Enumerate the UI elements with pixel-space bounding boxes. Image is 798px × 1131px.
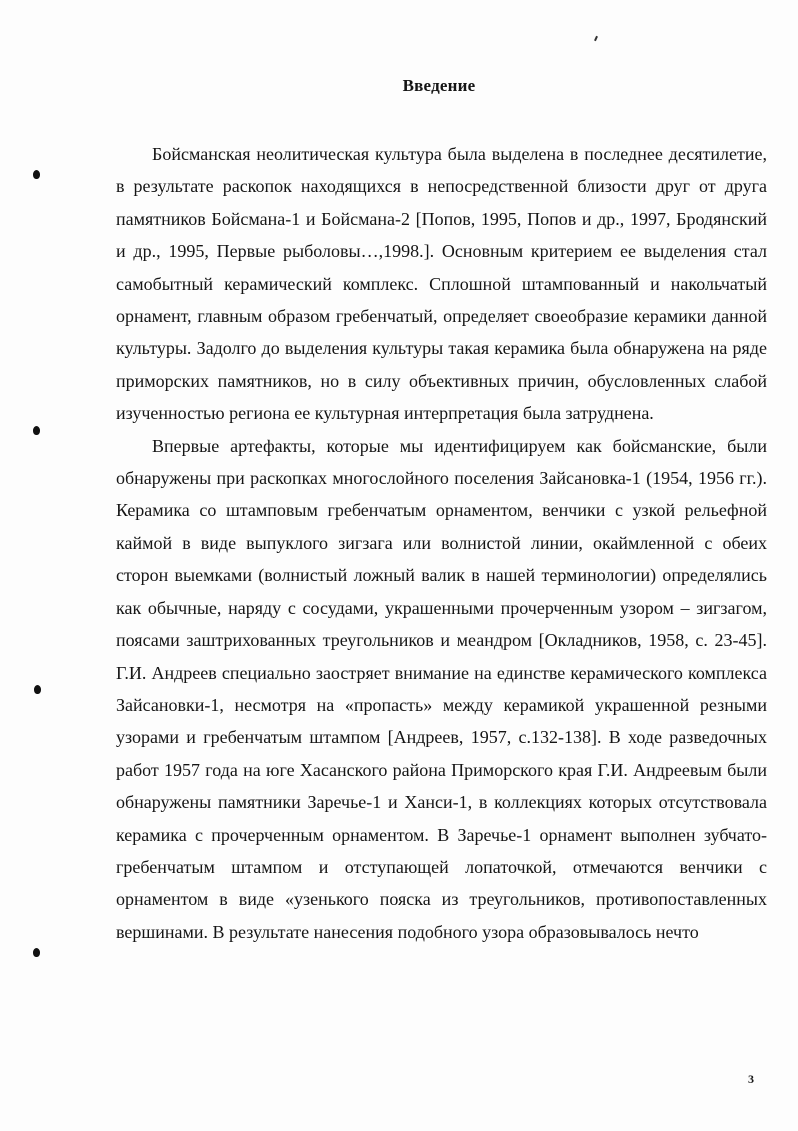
body-text xyxy=(116,138,767,948)
page-title: Введение xyxy=(402,76,476,95)
paragraph: Впервые артефакты, которые мы идентифицируем как бойсманские, были обнаружены при раскопках многослойного поселения Зайсановка-1 (1954, 1956 гг.). Керамика со штамповым гребенчатым орнаментом, венчики с узкой рельефной каймой в виде выпуклого зигзага или волнистой линии, окаймленной с обеих сторон выемками (волнистый ложный валик в нашей терминологии) определялись как обычные, наряду с сосудами, украшенными прочерченным узором – зигзагом, поясами заштрихованных треугольников и меандром [Окладников, 1958, с. 23-45]. Г.И. Андреев специально заостряет внимание на единстве керамического комплекса Зайсановки-1, несмотря на «пропасть» между керамикой украшенной резными узорами и гребенчатым штампом [Андреев, 1957, с.132-138]. В ходе разведочных работ 1957 года на юге Хасанского района Приморского края Г.И. Андреевым были обнаружены памятники Заречье-1 и Ханси-1, в коллекциях которых отсутствовала керамика с прочерченным орнаментом. В Заречье-1 орнамент выполнен зубчато-гребенчатым штампом и отступающей лопаточкой, отмечаются венчики с орнаментом в виде «узенького пояска из треугольников, противопоставленных вершинами. В результате нанесения подобного узора образовывалось нечто xyxy=(116,435,767,942)
binder-hole-mark xyxy=(33,170,40,179)
binder-hole-mark xyxy=(34,685,41,694)
binder-hole-mark xyxy=(33,426,40,435)
page-number: 3 xyxy=(748,1072,754,1086)
binder-hole-mark xyxy=(33,948,40,957)
scan-mark xyxy=(594,36,598,41)
paragraph: Бойсманская неолитическая культура была выделена в последнее десятилетие, в результате раскопок находящихся в непосредственной близости друг от друга памятников Бойсмана-1 и Бойсмана-2 [Попов, 1995, Попов и др., 1997, Бродянский и др., 1995, Первые рыболовы…,1998.]. Основным критерием ее выделения стал самобытный керамический комплекс. Сплошной штампованный и накольчатый орнамент, главным образом гребенчатый, определяет своеобразие керамики данной культуры. Задолго до выделения культуры такая керамика была обнаружена на ряде приморских памятников, но в силу объективных причин, обусловленных слабой изученностью региона ее культурная интерпретация была затруднена. xyxy=(116,144,767,424)
